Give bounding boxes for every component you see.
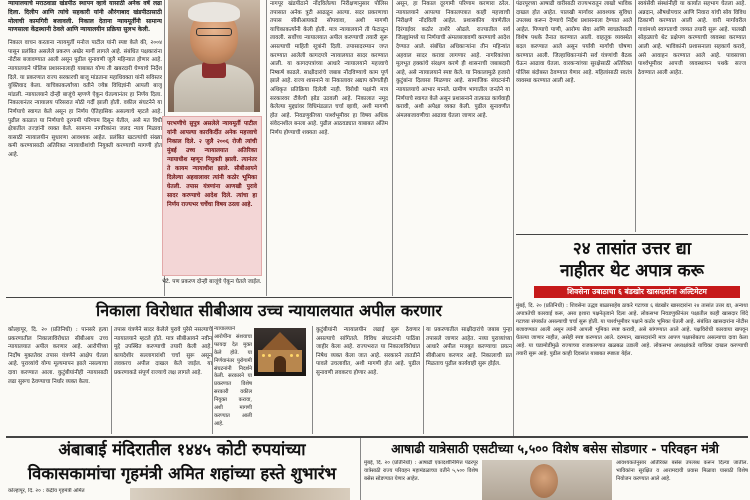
headline-ambabai (6, 438, 358, 486)
column-5-body: पंढरपूरच्या आषाढी वारीसाठी राज्यभरातून लाखो भाविक दाखल होत आहेत. पालखी मार्गावर आवश्यक सुविधा उपलब्ध करून देण्याचे निर्देश प्रशासनाला देण्यात आले आहेत. पिण्याचे पाणी, आरोग्य सेवा आणि स्वच्छतेसाठी विशेष पथके तैनात करण्यात आली. वाहतूक व्यवस्थेत बदल करण्यात आले असून पर्यायी मार्गांची घोषणा करण्यात आली. जिल्हाधिकाऱ्यांनी सर्व यंत्रणांची बैठक घेऊन आढावा घेतला. वारकऱ्यांच्या सुरक्षेसाठी अतिरिक्त पोलिस बंदोबस्त ठेवण्यात येणार आहे. महिलांसाठी स्वतंत्र व्यवस्था करण्यात आली आहे. (516, 1, 632, 85)
st-buses-story (364, 460, 478, 500)
column-1-body: निकाल वाचन करताना न्यायमूर्ती मनोज पाटील यांनी स्पष्ट केले की, २००४ पासून प्रलंबित असलेले प्रकरण अखेर मार्गी लागले आहे. संबंधित पक्षकारांना नोटीस बजावण्यात आली असून पुढील सुनावणी जुलै महिन्यात होणार आहे. न्यायालयाने पोलिस प्रशासनालाही याबाबत योग्य ती खबरदारी घेण्याचे निर्देश दिले. या प्रकरणात राज्य सरकारची बाजू मांडताना महाधिवक्ता यांनी सविस्तर युक्तिवाद केला. याचिकाकर्त्यांच्या वतीने ज्येष्ठ विधिज्ञांनी आपली बाजू मांडली. न्यायालयाने दोन्ही बाजूंचे म्हणणे ऐकून घेतल्यानंतर हा निर्णय दिला. निकालानंतर न्यायालय परिसरात मोठी गर्दी झाली होती. वकील संघटनेने या निर्णयाचे स्वागत केले असून हा निर्णय ऐतिहासिक असल्याचे म्हटले आहे. पुढील काळात या निर्णयाचे दूरगामी परिणाम दिसून येतील, असे मत विधी क्षेत्रातील तज्ज्ञांनी व्यक्त केले. सामान्य नागरिकांना जलद न्याय मिळावा यासाठी न्यायालयीन सुधारणा आवश्यक आहेत. प्रलंबित खटल्यांची संख्या कमी करण्यासाठी अतिरिक्त न्यायाधीशांची नियुक्ती करण्याची मागणी होत आहे. (8, 40, 162, 158)
column-2-bottom (162, 278, 262, 294)
column-divider (360, 438, 361, 500)
column-3-body: नागपूर खंडपीठाने नोंदविलेल्या निरीक्षणानुसार पोलिस तपासात अनेक त्रुटी आढळून आल्या. सदर प्रकरणाचा तपास सीबीआयकडे सोपवावा, अशी मागणी याचिकाकर्त्यांनी केली होती. मात्र न्यायालयाने ती फेटाळून लावली. सर्वोच्च न्यायालयात अपील करण्याची तयारी सुरू असल्याची माहिती सूत्रांनी दिली. तपासादरम्यान जप्त करण्यात आलेली कागदपत्रे न्यायालयात सादर करण्यात आली. या कागदपत्रांच्या आधारे न्यायालयाने महत्त्वाचे निष्कर्ष काढले. साक्षीदारांचे जबाब नोंदविण्याचे काम पूर्ण झाले आहे. राज्य शासनाने या निकालावर अद्याप कोणतीही अधिकृत प्रतिक्रिया दिलेली नाही. विरोधी पक्षांनी मात्र सरकारवर टीकेची झोड उठवली आहे. निकालात नमूद केलेल्या मुद्द्यांवर विधिमंडळात चर्चा व्हावी, अशी मागणी होत आहे. निवडणुकीच्या पार्श्वभूमीवर हा विषय अधिक संवेदनशील बनला आहे. पुढील आठवड्यात याबाबत अंतिम निर्णय होण्याची शक्यता आहे. (270, 1, 388, 136)
st-buses-story-text: मुंबई, दि. २० (प्रतिनिधी) : आषाढी एकादशीनिमित्त पंढरपूर यात्रेसाठी राज्य परिवहन महामंडळाच्या वतीने ५,५०० विशेष बसेस सोडण्यात येणार आहेत. (364, 460, 478, 482)
column-divider (635, 0, 636, 232)
cbi-story-col-4-text: कुटुंबीयांनी न्यायालयीन लढाई सुरू ठेवणार असल्याचे सांगितले. विविध संघटनांनी पाठिंबा जाहीर केला आहे. राज्यभरात या निकालाविरोधात निषेध व्यक्त केला जात आहे. सरकारने तातडीने पावले उचलावीत, अशी मागणी होत आहे. पुढील सुनावणी लवकरच होणार आहे. (316, 327, 420, 376)
temple-photo (254, 328, 306, 376)
column-6-body: स्वयंसेवी संस्थांनीही या कार्यात सहभाग घेतला आहे. अन्नदान, औषधोपचार आणि निवारा यांची सोय विविध ठिकाणी करण्यात आली आहे. वारी मार्गावरील गावांमध्ये स्वागताची जय्यत तयारी सुरू आहे. पालखी सोहळ्याचे थेट प्रक्षेपण करण्याची व्यवस्था करण्यात आली आहे. भाविकांनी प्रशासनाला सहकार्य करावे, असे आवाहन करण्यात आले आहे. पावसाच्या पार्श्वभूमीवर आपत्ती व्यवस्थापन पथके सज्ज ठेवण्यात आली आहेत. (638, 1, 746, 76)
section-divider (516, 234, 748, 235)
column-1-intro: न्यायालयाचे मराठवाडा खंडपीठ स्थापन व्हावे यासाठी अनेक वर्षे लढा दिला. दिलीप आणि त्यांचे सहकारी यांनी औरंगाबाद खंडपीठासाठी मोलाची कामगिरी बजावली. निकाल देताना न्यायमूर्तींनी सामान्य माणसाला केंद्रस्थानी ठेवले आणि न्यायालयीन प्रक्रिया सुलभ केली. (8, 0, 162, 34)
column-2-bottom-text: भेटे. पण प्रकरण दोन्ही बाजूंचे ऐकून घेतले जाईल. (162, 279, 262, 285)
column-4 (396, 0, 510, 292)
cbi-story-col-2 (114, 326, 212, 436)
cbi-story-col-1 (8, 326, 108, 436)
cbi-story-col-3-text: न्यायालयाने आरोपींना संशयाचा फायदा देत मुक्त केले होते. या निर्णयानंतर पुरोगामी संघटनांनी निदर्शने केली. सरकारने या प्रकरणात विशेष सरकारी वकील नियुक्त करावा, अशी मागणी करण्यात आली आहे. (214, 326, 252, 427)
headline-ultimatum-line2: नाहीतर थेट अपात्र करू (560, 261, 704, 281)
column-divider (212, 326, 213, 434)
headline-st-buses: आषाढी यात्रेसाठी एसटीच्या ५,५०० विशेष बसेस सोडणार - परिवहन मंत्री (391, 441, 719, 456)
cbi-story-col-5 (426, 326, 512, 436)
st-buses-story-2 (616, 460, 748, 500)
highlight-box (162, 116, 262, 276)
minister-photo (482, 460, 612, 500)
headline-ambabai-line2: विकासकामांचा गृहमंत्री अमित शहांच्या हस्ते शुभारंभ (27, 464, 337, 483)
column-1 (8, 0, 162, 276)
cbi-story-col-2-text: तपास यंत्रणेने सादर केलेले पुरावे पुरेसे नसल्याचे न्यायालयाने म्हटले होते. मात्र सीबीआयने नवीन मुद्दे उपस्थित करण्याची तयारी केली आहे. कायदेशीर सल्लागारांशी चर्चा सुरू असून लवकरच अपील दाखल केले जाईल. या प्रकरणाकडे संपूर्ण राज्याचे लक्ष लागले आहे. (114, 327, 212, 376)
column-4-body: असून, हा निकाल दूरगामी परिणाम करणारा ठरेल. न्यायालयाने आपल्या निकालपत्रात काही महत्त्वाची निरीक्षणे नोंदविली आहेत. प्रशासकीय यंत्रणेतील दिरंगाईवर कठोर ताशेरे ओढले. राज्यातील सर्व जिल्ह्यांमध्ये या निर्णयाची अंमलबजावणी करण्याचे आदेश देण्यात आले. संबंधित अधिकाऱ्यांना तीन महिन्यांत अहवाल सादर करावा लागणार आहे. नागरिकांच्या मूलभूत हक्कांचे संरक्षण करणे ही शासनाची जबाबदारी आहे, असे न्यायालयाने स्पष्ट केले. या निकालामुळे हजारो कुटुंबांना दिलासा मिळणार आहे. सामाजिक संघटनांनी न्यायालयाचे आभार मानले. ग्रामीण भागातील जनतेने या निर्णयाचे स्वागत केले असून प्रशासनाने तात्काळ कार्यवाही करावी, अशी अपेक्षा व्यक्त केली. पुढील सुनावणीत अंमलबजावणीचा आढावा घेतला जाणार आहे. (396, 1, 510, 119)
column-divider (392, 0, 393, 296)
subheadline-band: शिवसेना उबाठाचा ६ बंडखोर खासदारांना अल्टिमेटम (534, 286, 740, 298)
column-6 (638, 0, 746, 232)
headline-ambabai-line1: अंबाबाई मंदिरातील १४४५ कोटी रुपयांच्या (58, 440, 306, 459)
column-divider (423, 326, 424, 434)
highlight-box-text: परभणीचे सुपुत्र असलेले न्यायमूर्ती पाटील यांनी आपल्या कारकिर्दीत अनेक महत्त्वाचे निकाल दिले. २ जुलै २००६ रोजी त्यांची मुंबई उच्च न्यायालयात अतिरिक्त न्यायाधीश म्हणून नियुक्ती झाली. त्यानंतर ते कायम न्यायाधीश झाले. सीबीआयने दिलेल्या अहवालावर त्यांनी कठोर भूमिका घेतली. तपास यंत्रणांना आणखी पुरावे सादर करण्याचे आदेश दिले. त्यांचा हा निर्णय राज्यभर चर्चेचा विषय ठरला आहे. (167, 121, 257, 208)
headline-ultimatum (516, 238, 748, 282)
headline-ultimatum-line1: २४ तासांत उत्तर द्या (572, 239, 692, 259)
ambabai-story (8, 488, 128, 500)
headline-cbi-appeal: निकाला विरोधात सीबीआय उच्च न्यायालयात अपील करणार (96, 301, 442, 320)
ambabai-dateline: कोल्हापूर, दि. २० : केंद्रीय गृहमंत्री अमित (8, 488, 85, 494)
cbi-story-col-5-text: या प्रकरणातील साक्षीदारांचे जबाब पुन्हा तपासले जाणार आहेत. नव्या पुराव्यांच्या आधारे अपील मजबूत करण्याचा प्रयत्न सीबीआय करणार आहे. निकालाची प्रत मिळताच पुढील कार्यवाही सुरू होईल. (426, 327, 512, 368)
cbi-story-col-4 (316, 326, 420, 436)
judge-portrait (168, 0, 260, 112)
column-divider (111, 326, 112, 434)
column-divider (312, 326, 313, 434)
column-3 (270, 0, 388, 292)
st-buses-story-2-text: आवश्यकतेनुसार अतिरिक्त बसेस उपलब्ध करून दिल्या जातील. भाविकांना सुरक्षित व आरामदायी प्रवास मिळावा यासाठी विशेष नियोजन करण्यात आले आहे. (616, 460, 748, 482)
section-divider (6, 297, 512, 298)
ultimatum-story (516, 302, 748, 432)
ambabai-photo (130, 488, 350, 500)
column-5 (516, 0, 632, 232)
column-divider (513, 0, 514, 436)
column-divider (266, 0, 267, 296)
ultimatum-story-text: मुंबई, दि. २० (प्रतिनिधी) : शिवसेना उद्धव बाळासाहेब ठाकरे गटाच्या ६ बंडखोर खासदारांना २४ तासांत उत्तर द्या, अन्यथा अपात्रतेची कारवाई करू, असा इशारा पक्षनेतृत्वाने दिला आहे. लोकसभा निवडणुकीनंतर पक्षातील काही खासदार शिंदे गटाच्या संपर्कात असल्याची चर्चा सुरू होती. या पार्श्वभूमीवर पक्षाने कठोर भूमिका घेतली आहे. संबंधित खासदारांना नोटीस बजावण्यात आली असून त्यांनी आपली भूमिका स्पष्ट करावी, असे सांगण्यात आले आहे. पक्षविरोधी कारवाया खपवून घेतल्या जाणार नाहीत, असेही स्पष्ट करण्यात आले. दरम्यान, खासदारांनी मात्र आपण पक्षासोबतच असल्याचा दावा केला आहे. या घडामोडींमुळे राज्याच्या राजकारणात खळबळ उडाली आहे. लोकसभा अध्यक्षांकडे याचिका दाखल करण्याची तयारी सुरू आहे. पुढील काही दिवसांत याबाबत स्पष्टता येईल. (516, 303, 748, 357)
cbi-story-col-1-text: कोल्हापूर, दि. २० (प्रतिनिधी) : पानसरे हत्या प्रकरणातील निकालाविरोधात सीबीआय उच्च न्यायालयात अपील करणार आहे. आरोपींच्या निर्दोष मुक्ततेवर तपास यंत्रणेने आक्षेप घेतला आहे. पुराव्यांचे योग्य मूल्यमापन झाले नसल्याचा दावा करण्यात आला. कुटुंबीयांनीही न्यायासाठी लढा सुरूच ठेवण्याचा निर्धार व्यक्त केला. (8, 327, 108, 385)
